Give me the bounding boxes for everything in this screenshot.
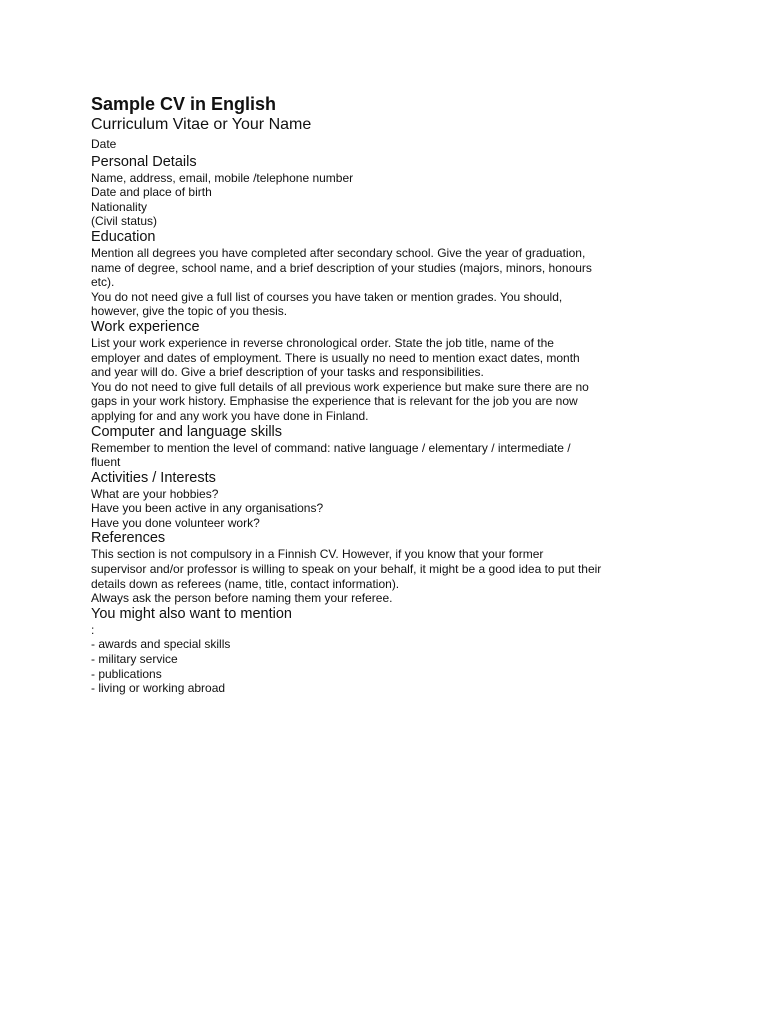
text-line: Always ask the person before naming them your referee. — [91, 591, 393, 606]
list-item: - publications — [91, 666, 162, 681]
section-heading-personal-details: Personal Details — [91, 153, 197, 170]
document-subtitle: Curriculum Vitae or Your Name — [91, 116, 312, 133]
date-line: Date — [91, 137, 117, 151]
text-line: and year will do. Give a brief description of your tasks and responsibilities. — [91, 365, 484, 380]
section-heading-activities-interests: Activities / Interests — [91, 469, 216, 486]
text-line: List your work experience in reverse chronological order. State the job title, name of the — [91, 335, 554, 350]
section-heading-also-mention: You might also want to mention — [91, 605, 292, 622]
text-line: : — [91, 622, 95, 637]
text-line: Mention all degrees you have completed after secondary school. Give the year of graduation, — [91, 245, 586, 260]
text-line: Have you done volunteer work? — [91, 515, 260, 530]
section-heading-references: References — [91, 530, 166, 547]
text-line: Have you been active in any organisations? — [91, 501, 324, 516]
text-line: name of degree, school name, and a brief description of your studies (majors, minors, honours — [91, 260, 592, 275]
section-heading-work-experience: Work experience — [91, 318, 200, 335]
section-heading-computer-language-skills: Computer and language skills — [91, 423, 283, 440]
text-line: employer and dates of employment. There is usually no need to mention exact dates, month — [91, 350, 580, 365]
section-body-personal-details — [91, 171, 711, 229]
text-line: You do not need give a full list of courses you have taken or mention grades. You should, — [91, 289, 563, 304]
cv-document — [91, 93, 711, 696]
text-line: Date and place of birth — [91, 185, 212, 200]
text-line: Remember to mention the level of command: native language / elementary / intermediate / — [91, 440, 571, 455]
section-body-references — [91, 547, 711, 605]
text-line: etc). — [91, 275, 115, 290]
document-title: Sample CV in English — [91, 94, 277, 114]
text-line: details down as referees (name, title, contact information). — [91, 576, 400, 591]
text-line: This section is not compulsory in a Finnish CV. However, if you know that your former — [91, 547, 544, 562]
text-line: however, give the topic of you thesis. — [91, 304, 288, 319]
text-line: What are your hobbies? — [91, 486, 219, 501]
text-line: Nationality — [91, 199, 148, 214]
section-body-also-mention — [91, 623, 711, 696]
text-line: Name, address, email, mobile /telephone number — [91, 170, 354, 185]
section-heading-education: Education — [91, 228, 156, 245]
text-line: supervisor and/or professor is willing to speak on your behalf, it might be a good idea to put their — [91, 562, 602, 577]
text-line: applying for and any work you have done in Finland. — [91, 408, 369, 423]
text-line: (Civil status) — [91, 214, 158, 229]
text-line: gaps in your work history. Emphasise the experience that is relevant for the job you are now — [91, 394, 578, 409]
section-body-education — [91, 246, 711, 319]
list-item: - military service — [91, 652, 178, 667]
section-body-activities-interests — [91, 487, 711, 531]
list-item: - living or working abroad — [91, 681, 226, 696]
text-line: fluent — [91, 455, 121, 470]
text-line: You do not need to give full details of all previous work experience but make sure there are no — [91, 379, 589, 394]
section-body-computer-language-skills — [91, 441, 711, 470]
list-item: - awards and special skills — [91, 637, 231, 652]
section-body-work-experience — [91, 336, 711, 424]
